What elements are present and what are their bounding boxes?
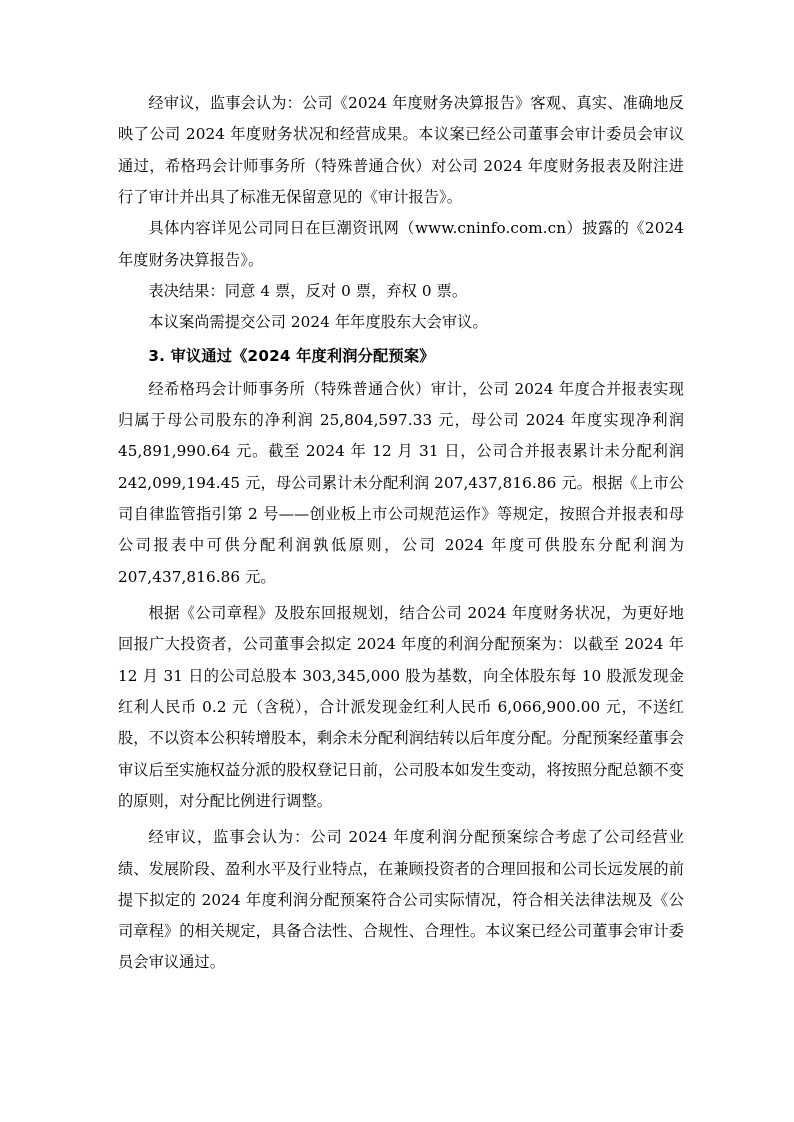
- document-body: [118, 88, 684, 979]
- paragraph-supervisors-opinion-financial: 经审议，监事会认为：公司《2024 年度财务决算报告》客观、真实、准确地反映了公司 2024 年度财务状况和经营成果。本议案已经公司董事会审计委员会审议通过，希格玛会计师事务所（特殊普通合伙）对公司 2024 年度财务报表及附注进行了审计并出具了标准无保留意见的《审计报告》。: [118, 94, 684, 206]
- paragraph-distribution-plan: 根据《公司章程》及股东回报规划，结合公司 2024 年度财务状况，为更好地回报广大投资者，公司董事会拟定 2024 年度的利润分配预案为：以截至 2024 年 12 月 31 日的公司总股本 303,345,000 股为基数，向全体股东每 10 股派发现金红利人民币 0.2 元（含税），合计派发现金红利人民币 6,066,900.00 元，不送红股，不以资本公积转增股本，剩余未分配利润结转以后年度分配。分配预案经董事会审议后至实施权益分派的股权登记日前，公司股本如发生变动，将按照分配总额不变的原则，对分配比例进行调整。: [118, 604, 684, 810]
- paragraph-vote-result-financial: 表决结果：同意 4 票，反对 0 票，弃权 0 票。: [148, 281, 468, 300]
- paragraph-submit-shareholders-meeting: 本议案尚需提交公司 2024 年年度股东大会审议。: [148, 313, 488, 332]
- heading-item-3-profit-distribution: 3. 审议通过《2024 年度利润分配预案》: [148, 346, 435, 365]
- paragraph-disclosure-cninfo: 具体内容详见公司同日在巨潮资讯网（www.cninfo.com.cn）披露的《2024 年度财务决算报告》。: [118, 219, 684, 269]
- paragraph-audit-profit-detail: 经希格玛会计师事务所（特殊普通合伙）审计，公司 2024 年度合并报表实现归属于母公司股东的净利润 25,804,597.33 元，母公司 2024 年度实现净利润 45,891,990.64 元。截至 2024 年 12 月 31 日，公司合并报表累计未分配利润 242,099,194.45 元，母公司累计未分配利润 207,437,816.86 元。根据《上市公司自律监管指引第 2 号——创业板上市公司规范运作》等规定，按照合并报表和母公司报表中可供分配利润孰低原则，公司 2024 年度可供股东分配利润为 207,437,816.86 元。: [118, 379, 684, 586]
- paragraph-supervisors-opinion-distribution: 经审议，监事会认为：公司 2024 年度利润分配预案综合考虑了公司经营业绩、发展阶段、盈利水平及行业特点，在兼顾投资者的合理回报和公司长远发展的前提下拟定的 2024 年度利润分配预案符合公司实际情况，符合相关法律法规及《公司章程》的相关规定，具备合法性、合规性、合理性。本议案已经公司董事会审计委员会审议通过。: [118, 828, 684, 972]
